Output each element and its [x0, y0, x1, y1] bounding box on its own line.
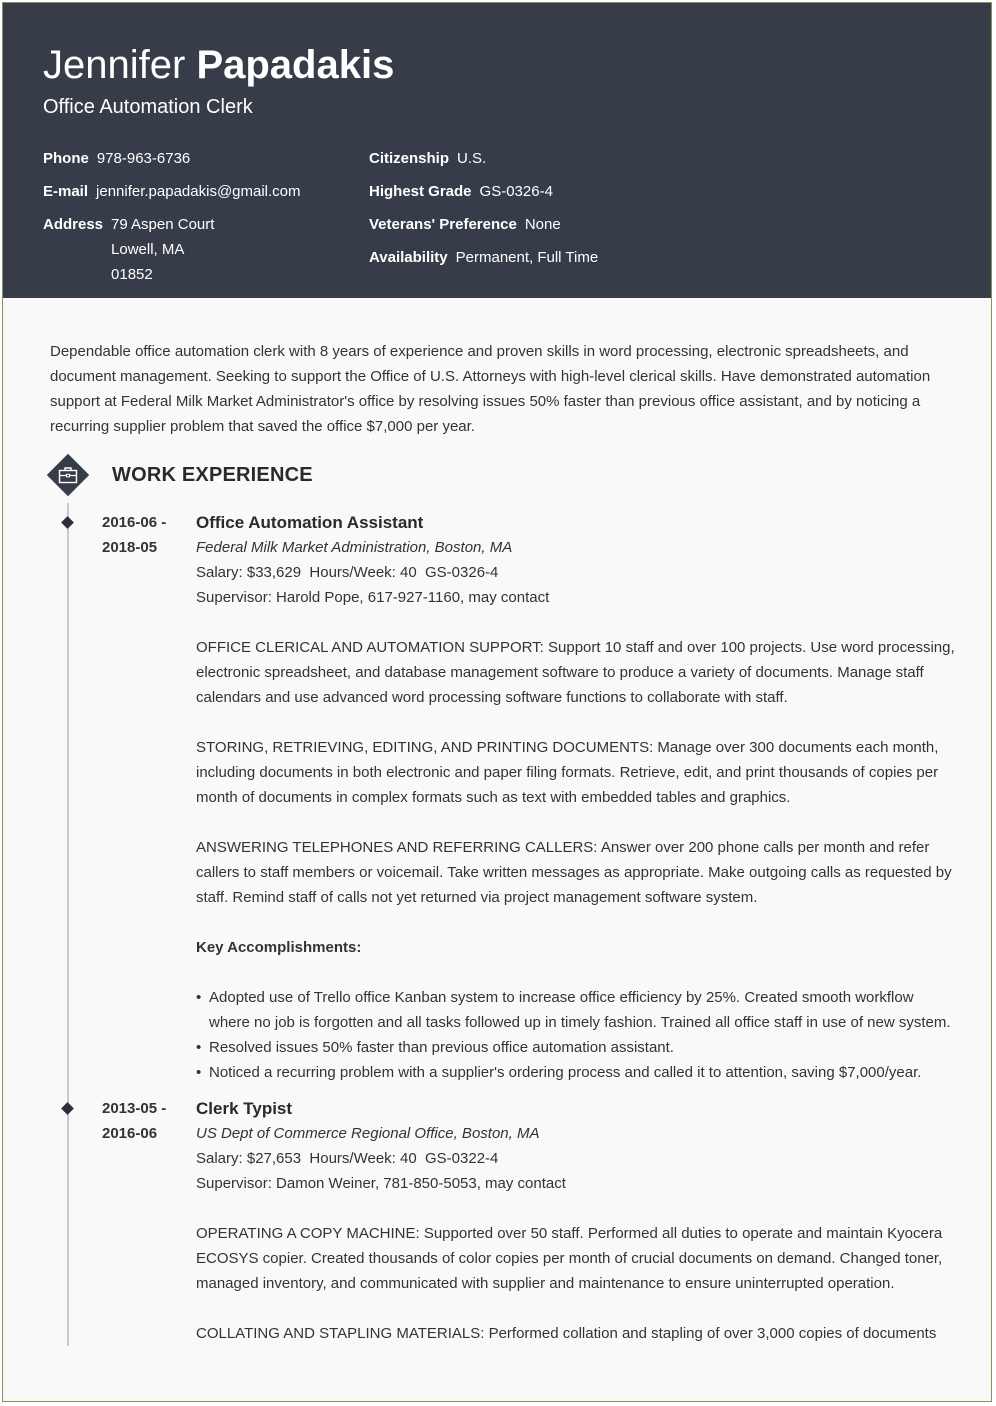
job-company: Federal Milk Market Administration, Boston, MA [196, 539, 513, 556]
phone-row [43, 146, 301, 171]
timeline-marker [61, 516, 74, 529]
accomplishment-item: • Resolved issues 50% faster than previous office automation assistant. [196, 1035, 956, 1060]
job-dates [102, 1096, 166, 1146]
availability-label: Availability [369, 249, 448, 266]
availability-value: Permanent, Full Time [455, 249, 599, 266]
citizenship-value: U.S. [457, 150, 487, 167]
email-label: E-mail [43, 183, 89, 200]
accomplishment-item: • Noticed a recurring problem with a supplier's ordering process and called it to attention, saving $7,000/year. [196, 1060, 956, 1085]
address-line-3: 01852 [111, 266, 153, 283]
accomplishments-list [196, 985, 956, 1085]
grade-label: Highest Grade [369, 183, 472, 200]
job-salary: Salary: $27,653 Hours/Week: 40 GS-0322-4 [196, 1150, 499, 1167]
phone-label: Phone [43, 150, 89, 167]
job-dates [102, 510, 166, 560]
job-date-end: 2016-06 [102, 1125, 158, 1142]
job-company: US Dept of Commerce Regional Office, Boston, MA [196, 1125, 540, 1142]
section-title: WORK EXPERIENCE [112, 463, 313, 486]
job-date-start: 2016-06 - [102, 514, 167, 531]
address-line-2: Lowell, MA [111, 241, 185, 258]
job-title-heading: Office Automation Assistant [196, 513, 424, 532]
contact-right [369, 146, 598, 278]
work-experience-header [46, 453, 313, 497]
citizenship-row [369, 146, 598, 171]
timeline-marker [61, 1102, 74, 1115]
summary-paragraph: Dependable office automation clerk with 8 years of experience and proven skills in word processing, electronic spreadsheets, and document management. Seeking to support the Office of U.S. Attorneys with high-level clerical skills. Have demonstrated automation support at Federal Milk Market Administrator's office by resolving issues 50% faster than previous office assistant, and by noticing a recurring supplier problem that saved the office $7,000 per year. [50, 343, 931, 435]
grade-value: GS-0326-4 [479, 183, 553, 200]
job-details [196, 1096, 956, 1346]
job-duty-paragraph: ANSWERING TELEPHONES AND REFERRING CALLERS: Answer over 200 phone calls per month and refer callers to staff members or voicemail. Take written messages as appropriate. Make outgoing calls as requested by staff. Remind staff of calls not yet returned via project management software system. [196, 839, 952, 906]
briefcase-icon [47, 454, 89, 496]
resume-page [2, 2, 992, 1402]
email-row [43, 179, 301, 204]
timeline-line [67, 503, 69, 1346]
accomplishments-label: Key Accomplishments: [196, 939, 362, 956]
veterans-value: None [524, 216, 561, 233]
email-value: jennifer.papadakis@gmail.com [96, 183, 301, 200]
veterans-row [369, 212, 598, 237]
job-duty-paragraph: STORING, RETRIEVING, EDITING, AND PRINTING DOCUMENTS: Manage over 300 documents each month, including documents in both electronic and paper filing formats. Retrieve, edit, and print thousands of copies per month of documents in complex formats such as text with embedded tables and graphics. [196, 739, 939, 806]
address-label: Address [43, 216, 104, 233]
first-name: Jennifer [43, 43, 186, 87]
availability-row [369, 245, 598, 270]
job-duty-paragraph: COLLATING AND STAPLING MATERIALS: Performed collation and stapling of over 3,000 copies of documents [196, 1325, 937, 1342]
candidate-name [43, 41, 394, 89]
job-title-heading: Clerk Typist [196, 1099, 293, 1118]
job-supervisor: Supervisor: Harold Pope, 617-927-1160, may contact [196, 589, 550, 606]
job-date-end: 2018-05 [102, 539, 158, 556]
address-row [43, 212, 301, 287]
job-salary: Salary: $33,629 Hours/Week: 40 GS-0326-4 [196, 564, 499, 581]
grade-row [369, 179, 598, 204]
job-duty-paragraph: OPERATING A COPY MACHINE: Supported over 50 staff. Performed all duties to operate and maintain Kyocera ECOSYS copier. Created thousands of color copies per month of crucial documents on demand. Changed toner, managed inventory, and communicated with supplier and maintenance to ensure uninterrupted operation. [196, 1225, 943, 1292]
last-name: Papadakis [196, 43, 395, 87]
job-supervisor: Supervisor: Damon Weiner, 781-850-5053, may contact [196, 1175, 566, 1192]
contact-left [43, 146, 301, 295]
citizenship-label: Citizenship [369, 150, 450, 167]
phone-value: 978-963-6736 [96, 150, 191, 167]
resume-header [3, 3, 991, 298]
briefcase-icon-graphic [58, 466, 78, 484]
veterans-label: Veterans' Preference [369, 216, 517, 233]
job-title: Office Automation Clerk [43, 96, 253, 118]
job-details [196, 510, 956, 1085]
job-duty-paragraph: OFFICE CLERICAL AND AUTOMATION SUPPORT: Support 10 staff and over 100 projects. Use word processing, electronic spreadsheet, and database management software to produce a variety of documents. Manage staff calendars and use advanced word processing software functions to collaborate with staff. [196, 639, 955, 706]
accomplishment-item: • Adopted use of Trello office Kanban system to increase office efficiency by 25%. Created smooth workflow where no job is forgotten and all tasks followed up in timely fashion. Trained all office staff in use of new system. [196, 985, 956, 1035]
job-date-start: 2013-05 - [102, 1100, 167, 1117]
address-line-1: 79 Aspen Court [111, 216, 215, 233]
